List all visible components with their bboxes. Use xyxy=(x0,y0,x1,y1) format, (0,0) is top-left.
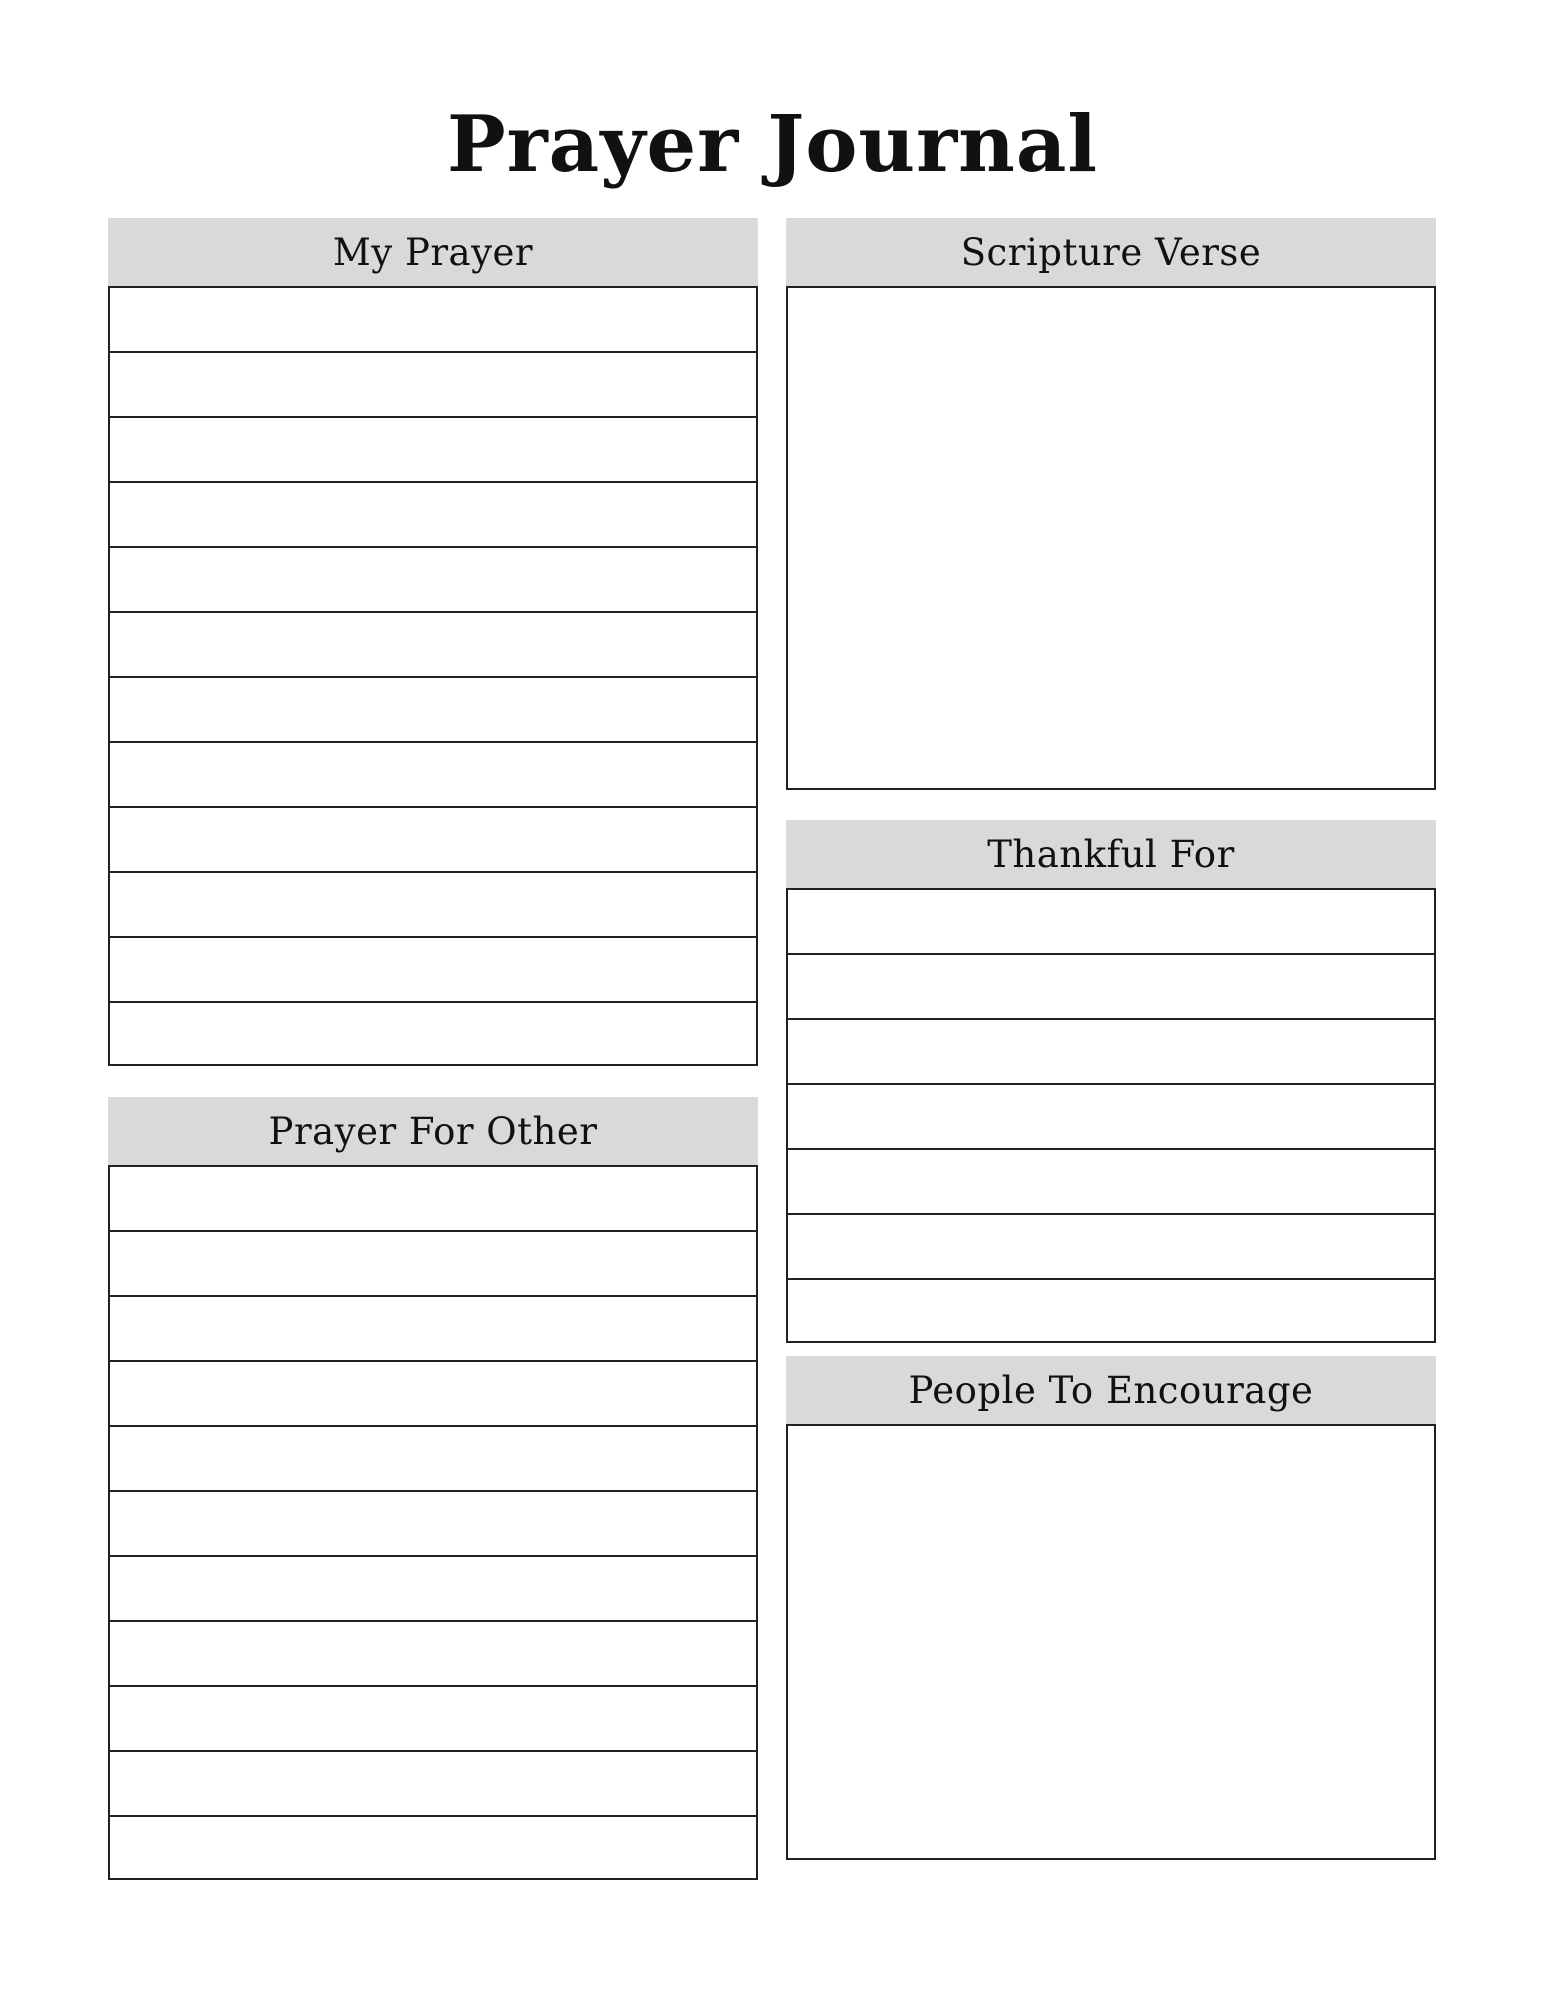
thankful-for-section xyxy=(786,820,1436,1343)
writing-line[interactable] xyxy=(108,286,758,351)
my-prayer-heading: My Prayer xyxy=(108,218,758,286)
my-prayer-section xyxy=(108,218,758,1066)
writing-line[interactable] xyxy=(786,953,1436,1018)
writing-line[interactable] xyxy=(108,1815,758,1880)
writing-line[interactable] xyxy=(108,1685,758,1750)
thankful-for-heading: Thankful For xyxy=(786,820,1436,888)
writing-line[interactable] xyxy=(108,871,758,936)
writing-line[interactable] xyxy=(108,1620,758,1685)
writing-line[interactable] xyxy=(108,1001,758,1066)
writing-line[interactable] xyxy=(786,1278,1436,1343)
people-to-encourage-heading: People To Encourage xyxy=(786,1356,1436,1424)
writing-line[interactable] xyxy=(108,1490,758,1555)
writing-line[interactable] xyxy=(786,1018,1436,1083)
writing-line[interactable] xyxy=(108,1230,758,1295)
people-to-encourage-section xyxy=(786,1356,1436,1860)
writing-line[interactable] xyxy=(108,676,758,741)
writing-line[interactable] xyxy=(108,1555,758,1620)
scripture-verse-section xyxy=(786,218,1436,790)
writing-line[interactable] xyxy=(108,611,758,676)
writing-line[interactable] xyxy=(786,1083,1436,1148)
scripture-verse-heading: Scripture Verse xyxy=(786,218,1436,286)
writing-line[interactable] xyxy=(108,351,758,416)
writing-line[interactable] xyxy=(108,1360,758,1425)
people-to-encourage-box[interactable] xyxy=(786,1424,1436,1860)
writing-line[interactable] xyxy=(786,1148,1436,1213)
writing-line[interactable] xyxy=(108,1425,758,1490)
writing-line[interactable] xyxy=(108,741,758,806)
prayer-for-other-heading: Prayer For Other xyxy=(108,1097,758,1165)
writing-line[interactable] xyxy=(108,481,758,546)
scripture-verse-box[interactable] xyxy=(786,286,1436,790)
prayer-for-other-lines xyxy=(108,1165,758,1880)
page-title: Prayer Journal xyxy=(446,99,1099,190)
writing-line[interactable] xyxy=(108,546,758,611)
writing-line[interactable] xyxy=(786,888,1436,953)
writing-line[interactable] xyxy=(108,1295,758,1360)
writing-line[interactable] xyxy=(786,1213,1436,1278)
my-prayer-lines xyxy=(108,286,758,1066)
writing-line[interactable] xyxy=(108,1750,758,1815)
thankful-for-lines xyxy=(786,888,1436,1343)
writing-line[interactable] xyxy=(108,936,758,1001)
writing-line[interactable] xyxy=(108,1165,758,1230)
prayer-for-other-section xyxy=(108,1097,758,1880)
writing-line[interactable] xyxy=(108,416,758,481)
writing-line[interactable] xyxy=(108,806,758,871)
